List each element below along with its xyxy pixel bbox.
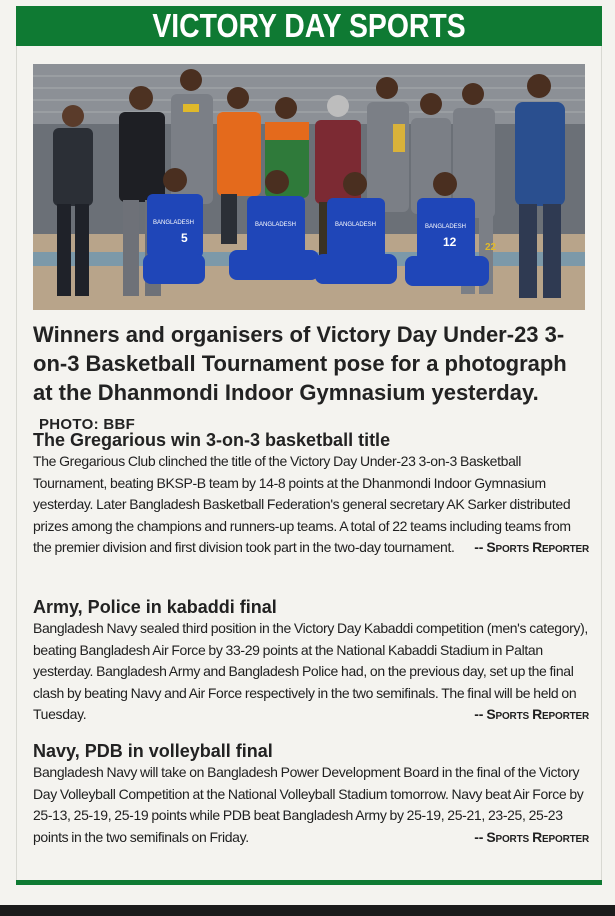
story-byline [474, 537, 589, 559]
byline-text: -- Sports Reporter [474, 706, 589, 722]
story-basketball [33, 429, 589, 559]
story-kabaddi [33, 596, 589, 726]
jersey-number-2: 12 [443, 235, 457, 249]
section-banner [16, 6, 602, 46]
story-byline [474, 704, 589, 726]
story-body [33, 451, 589, 559]
byline-text: -- Sports Reporter [474, 539, 589, 555]
photo-credit: PHOTO: BBF [39, 416, 136, 433]
story-headline: The Gregarious win 3-on-3 basketball title [33, 430, 391, 450]
jersey-text-1: BANGLADESH [153, 220, 195, 226]
page-bottom-edge [0, 905, 615, 916]
jersey-number-3: 22 [485, 242, 497, 253]
section-title: VICTORY DAY SPORTS [152, 7, 466, 44]
story-headline: Navy, PDB in volleyball final [33, 741, 273, 761]
left-column-rule [16, 46, 17, 880]
caption-text: Winners and organisers of Victory Day Under-23 3-on-3 Basketball Tournament pose for a photograph at the Dhanmondi Indoor Gymnasium yesterday. [33, 322, 567, 405]
story-byline [474, 827, 589, 849]
jersey-text-2: BANGLADESH [255, 222, 297, 228]
bottom-green-rule [16, 880, 602, 885]
story-headline: Army, Police in kabaddi final [33, 597, 277, 617]
story-text: Bangladesh Navy will take on Bangladesh Power Development Board in the final of the Victory Day Volleyball Competition at the National Volleyball Stadium tomorrow. Navy beat Air Force by 25-13, 25-19, 25-19 points while PDB beat Bangladesh Army by 25-19, 25-21, 23-25, 25-23 points in the two semifinals on Friday. [33, 764, 584, 845]
story-body [33, 762, 589, 848]
jersey-text-4: BANGLADESH [425, 224, 467, 230]
story-text: Bangladesh Navy sealed third position in the Victory Day Kabaddi competition (men's category), beating Bangladesh Air Force by 33-29 points at the National Kabaddi Stadium in Paltan yesterday. Bangladesh Army and Bangladesh Police had, on the previous day, set up the final clash by beating Navy and Air Force respectively in the two semifinals. The final will be held on Tuesday. [33, 620, 588, 722]
story-text: The Gregarious Club clinched the title of the Victory Day Under-23 3-on-3 Basketball Tournament, beating BKSP-B team by 14-8 points at the Dhanmondi Indoor Gymnasium yesterday. Later Bangladesh Basketball Federation's general secretary AK Sarker distributed prizes among the champions and runners-up teams. A total of 22 teams including teams from the premier division and first division took part in the two-day tournament. [33, 453, 571, 555]
story-volleyball [33, 740, 589, 848]
jersey-text-3: BANGLADESH [335, 222, 377, 228]
photo-caption [33, 320, 588, 439]
right-column-rule [601, 46, 602, 880]
team-photo-illustration [33, 64, 585, 310]
story-body [33, 618, 589, 726]
team-photo [33, 64, 585, 310]
byline-text: -- Sports Reporter [474, 828, 589, 845]
jersey-number-1: 5 [181, 231, 188, 245]
